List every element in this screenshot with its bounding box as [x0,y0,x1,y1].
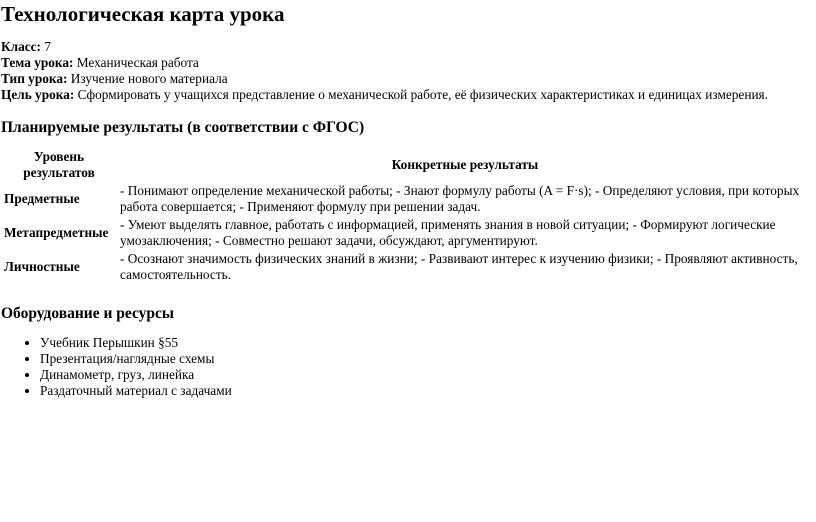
row-level-subject: Предметные [4,191,80,206]
table-row [1,250,813,284]
meta-goal-label: Цель урока: [1,87,75,102]
meta-class-label: Класс: [1,39,41,54]
list-item: • Раздаточный материал с задачами [40,383,232,399]
meta-topic [1,55,768,71]
page-title: Технологическая карта урока [1,2,285,26]
table-row [1,182,813,216]
meta-class-value: 7 [44,39,51,54]
list-item: • Динамометр, груз, линейка [40,367,232,383]
meta-goal [1,87,768,103]
meta-type [1,71,768,87]
meta-topic-value: Механическая работа [76,55,199,70]
meta-type-label: Тип урока: [1,71,68,86]
meta-goal-value: Сформировать у учащихся представление о механической работе, её физических характеристиках и единицах измерения. [77,87,768,102]
results-table [1,148,813,284]
table-row [1,216,813,250]
equipment-list [0,335,232,399]
column-header-results: Конкретные результаты [391,157,539,172]
list-item: • Презентация/наглядные схемы [40,351,232,367]
row-text-subject: - Понимают определение механической работы; - Знают формулу работы (A = F·s); - Определяют условия, при которых работа совершается; - Применяют формулу при решении задач. [120,183,800,214]
row-level-personal: Личностные [4,259,80,274]
list-item: • Учебник Перышкин §55 [40,335,232,351]
meta-topic-label: Тема урока: [1,55,74,70]
meta-class [1,39,768,55]
lesson-meta [1,39,768,103]
results-heading: Планируемые результаты (в соответствии с ФГОС) [1,119,365,136]
row-text-personal: - Осознают значимость физических знаний в жизни; - Развивают интерес к изучению физики; - Проявляют активность, самостоятельность. [120,251,798,282]
row-text-metasubject: - Умеют выделять главное, работать с информацией, применять знания в новой ситуации; - Формируют логические умозаключения; - Совместно решают задачи, обсуждают, аргументируют. [120,217,776,248]
column-header-level: Уровень результатов [23,149,95,180]
row-level-metasubject: Метапредметные [4,225,109,240]
table-header-row [1,148,813,182]
equipment-heading: Оборудование и ресурсы [1,305,175,322]
meta-type-value: Изучение нового материала [70,71,228,86]
